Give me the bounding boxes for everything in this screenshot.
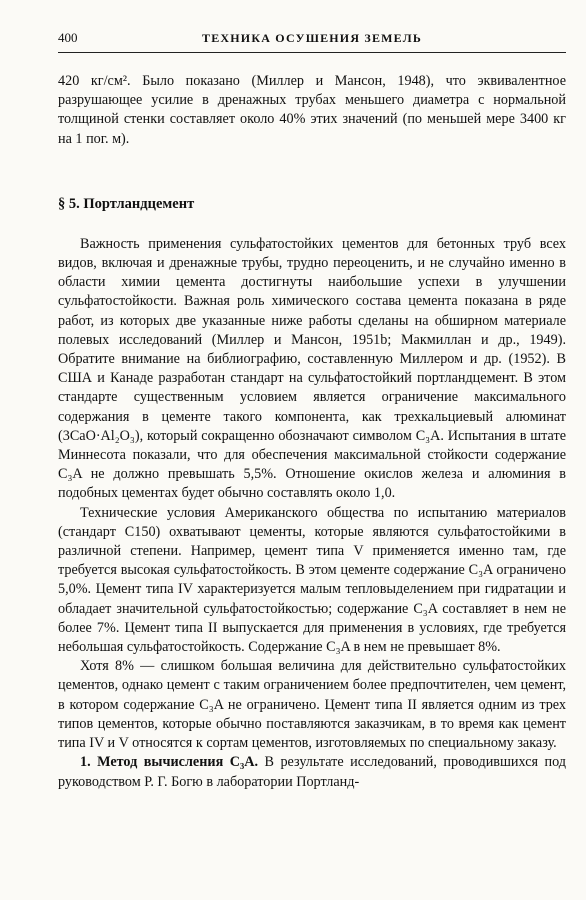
book-page: [58, 30, 566, 792]
body-paragraph: Важность применения сульфатостойких цементов для бетонных труб всех видов, включая и дренажные трубы, трудно переоценить, и не случайно именно в области химии цемента достигнуты наибольшие успехи в улучшении сульфатостойкости. Важная роль химического состава цемента показана в ряде работ, из которых две указанные ниже работы сделаны на обширном материале полевых исследований (Миллер и Мансон, 1951b; Макмиллан и др., 1949). Обратите внимание на библиографию, составленную Миллером и др. (1952). В США и Канаде разработан стандарт на сульфатостойкий портландцемент. В этом стандарте существенным условием является ограничение максимального содержания в цементе такого компонента, как трехкальциевый алюминат (3CaO·Al₂O₃), который сокращенно обозначают символом C₃A. Испытания в штате Миннесота показали, что для обеспечения максимальной стойкости содержание C₃A не должно превышать 5,5%. Отношение окислов железа и алюминия в подобных цементах будет обычно составлять около 1,0.: [58, 235, 566, 502]
subsection-text: В результате исследований, проводившихся под руководством Р. Г. Богю в лаборатории Портланд-: [58, 754, 566, 790]
subsection-heading: 1. Метод вычисления C₃A.: [80, 754, 259, 771]
page-number: 400: [58, 30, 78, 45]
section-body: [58, 235, 566, 792]
running-title: ТЕХНИКА ОСУШЕНИЯ ЗЕМЕЛЬ: [201, 31, 422, 45]
body-paragraph: Технические условия Американского общества по испытанию материалов (стандарт C150) охватывают цементы, которые являются сульфатостойкими в различной степени. Например, цемент типа V применяется именно там, где требуется высокая сульфатостойкость. В этом цементе содержание C₃A ограничено 5,0%. Цемент типа IV характеризуется малым тепловыделением при гидратации и обладает значительной сульфатостойкостью; содержание C₃A составляет в нем не более 7%. Цемент типа II выпускается для применения в условиях, где требуется небольшая сульфатостойкость. Содержание C₃A в нем не превышает 8%.: [58, 504, 566, 656]
subsection-paragraph: [58, 753, 566, 791]
intro-paragraph: 420 кг/см². Было показано (Миллер и Мансон, 1948), что эквивалентное разрушающее усилие в дренажных трубах меньшего диаметра с нормальной толщиной стенки составляет около 40% этих значений (по меньшей мере 3400 кг на 1 пог. м).: [58, 73, 566, 147]
section-heading: § 5. Портландцемент: [58, 195, 195, 212]
running-header: [58, 30, 566, 53]
body-paragraph: Хотя 8% — слишком большая величина для действительно сульфатостойких цементов, однако цемент с таким ограничением более предпочтителен, чем цемент, в котором содержание C₃A не ограничено. Цемент типа II является одним из трех типов цементов, которые обычно поставляются заказчикам, в то время как цемент типа IV и V относятся к сортам цементов, изготовляемых по специальному заказу.: [58, 658, 566, 752]
